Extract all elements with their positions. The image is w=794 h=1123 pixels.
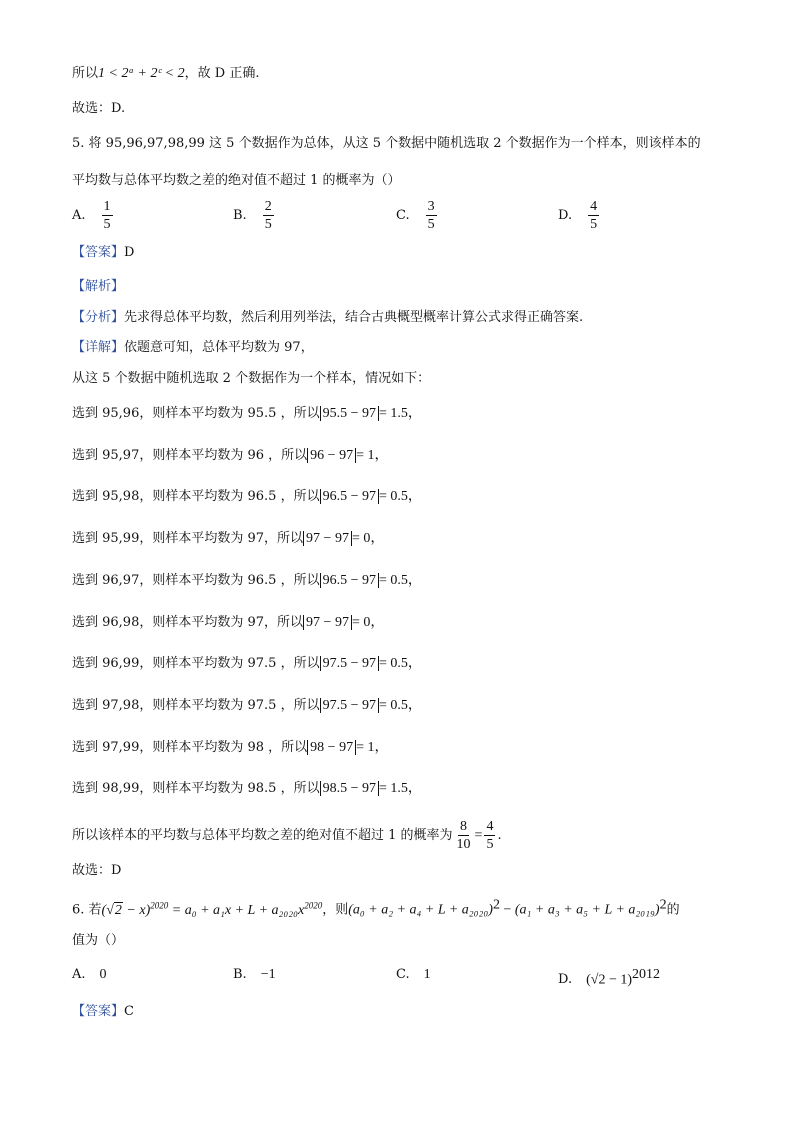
text-fragment: 所以 <box>72 66 99 81</box>
question-5-stem: 5. 将 95,96,97,98,99 这 5 个数据作为总体，从这 5 个数据中随机选取 2 个数据作为一个样本，则该样本的 <box>72 136 701 151</box>
answer-value: C <box>124 1004 134 1019</box>
option-label: C. <box>396 208 410 223</box>
case-pick: 选到 96,99 <box>72 656 140 671</box>
text-line <box>72 64 259 84</box>
abs-expression: 98.5 − 97 <box>320 781 379 796</box>
case-text: ，则样本平均数为 96.5 ，所以 <box>139 489 320 504</box>
numerator: 2 <box>264 199 272 214</box>
abs-expression: 97 − 97 <box>303 615 352 630</box>
case-text: ，则样本平均数为 97，所以 <box>139 531 304 546</box>
option-d <box>558 198 601 233</box>
case-result: = 1， <box>356 448 389 463</box>
case-result: = 0.5， <box>378 573 422 588</box>
text-fragment: . <box>497 828 502 843</box>
numerator: 4 <box>486 819 494 834</box>
denominator: 5 <box>264 217 272 232</box>
final-answer: 故选：D <box>72 863 122 878</box>
case-pick: 选到 96,98 <box>72 615 140 630</box>
xiangjie-line <box>72 338 314 358</box>
option-label: D. <box>558 972 573 988</box>
minus-sign: − <box>499 902 515 918</box>
math-expression: $(√2 - x)^{2020} = a_0 + a_1x + L + a_{2020}x^{2020}$ <box>101 900 323 918</box>
math-fragment: − x <box>122 902 146 918</box>
case-line <box>72 779 422 799</box>
question-number: 6. 若 <box>72 902 102 918</box>
abs-expression: 97 − 97 <box>303 531 352 546</box>
list-intro: 从这 5 个数据中随机选取 2 个数据作为一个样本，情况如下： <box>72 371 431 386</box>
option-label: D. <box>558 208 573 223</box>
option-label: B. <box>233 967 247 982</box>
case-line <box>72 529 384 549</box>
exponent: 2020 <box>150 900 169 910</box>
text-fragment: ，则 <box>322 902 349 918</box>
fraction <box>426 198 437 233</box>
case-text: ，则样本平均数为 97，所以 <box>139 615 304 630</box>
abs-expression: 96.5 − 97 <box>320 573 379 588</box>
abs-expression: 96 − 97 <box>307 448 356 463</box>
abs-expression: 98 − 97 <box>307 740 356 755</box>
abs-expression: 97.5 − 97 <box>320 656 379 671</box>
abs-expression: 96.5 − 97 <box>320 489 379 504</box>
abs-expression: 97.5 − 97 <box>320 698 379 713</box>
numerator: 4 <box>590 199 598 214</box>
option-value: 0 <box>99 967 107 982</box>
case-result: = 0， <box>351 615 385 630</box>
fraction <box>102 198 113 233</box>
option-label: C. <box>396 967 410 982</box>
case-pick: 选到 95,97 <box>72 448 140 463</box>
math-fragment: (a₀ + a₂ + a₄ + L + a₂₀₂₀) <box>348 902 493 918</box>
option-value: 1 <box>423 967 431 982</box>
case-line <box>72 446 388 466</box>
case-pick: 选到 98,99 <box>72 781 140 796</box>
case-text: ，则样本平均数为 97.5 ，所以 <box>139 698 320 713</box>
xiangjie-tag: 【详解】 <box>72 340 125 355</box>
option-c <box>396 198 439 233</box>
fraction <box>588 198 599 233</box>
denominator: 5 <box>590 217 598 232</box>
text-fragment: ，故 D 正确. <box>184 66 260 81</box>
case-line <box>72 404 422 424</box>
answer-value: D <box>124 245 135 260</box>
exponent: 2020 <box>304 900 323 910</box>
option-label: A. <box>72 967 86 982</box>
option-c <box>396 967 431 983</box>
answer-line <box>72 1002 134 1022</box>
option-b <box>233 967 276 983</box>
denominator: 10 <box>456 837 471 852</box>
option-label: A. <box>72 208 86 223</box>
case-line <box>72 654 422 674</box>
text-fragment: 所以该样本的平均数与总体平均数之差的绝对值不超过 1 的概率为 <box>72 828 453 843</box>
numerator: 8 <box>460 819 468 834</box>
analysis-heading <box>72 277 124 297</box>
answer-tag: 【答案】 <box>72 245 125 260</box>
question-6-stem-cont: 值为（） <box>72 933 125 948</box>
fraction <box>484 818 495 853</box>
abs-expression: 95.5 − 97 <box>320 406 379 421</box>
numerator: 1 <box>103 199 111 214</box>
case-text: ，则样本平均数为 98 ，所以 <box>139 740 308 755</box>
fenxi-tag: 【分析】 <box>72 310 125 325</box>
exponent: 2 <box>659 897 667 913</box>
case-result: = 1， <box>356 740 389 755</box>
case-line <box>72 571 422 591</box>
case-text: ，则样本平均数为 96.5 ，所以 <box>139 573 320 588</box>
denominator: 5 <box>427 217 435 232</box>
case-result: = 1.5， <box>378 781 422 796</box>
case-line <box>72 738 388 758</box>
option-label: B. <box>233 208 247 223</box>
fraction <box>455 818 473 853</box>
option-d <box>558 967 660 988</box>
case-pick: 选到 96,97 <box>72 573 140 588</box>
case-pick: 选到 97,99 <box>72 740 140 755</box>
option-a <box>72 967 107 983</box>
denominator: 5 <box>103 217 111 232</box>
answer-line <box>72 243 134 263</box>
denominator: 5 <box>486 837 494 852</box>
exponent: 2012 <box>632 967 660 982</box>
fraction <box>263 198 274 233</box>
case-pick: 选到 95,99 <box>72 531 140 546</box>
case-text: ，则样本平均数为 97.5 ，所以 <box>139 656 320 671</box>
text-line: 故选：D. <box>72 101 126 116</box>
case-pick: 选到 95,96 <box>72 406 140 421</box>
option-b <box>233 198 276 233</box>
question-5-stem-cont: 平均数与总体平均数之差的绝对值不超过 1 的概率为（） <box>72 173 401 188</box>
fenxi-line <box>72 308 583 328</box>
case-result: = 0.5， <box>378 698 422 713</box>
case-text: ，则样本平均数为 98.5 ，所以 <box>139 781 320 796</box>
case-pick: 选到 97,98 <box>72 698 140 713</box>
sqrt-radicand: 2 <box>114 902 122 918</box>
case-text: ，则样本平均数为 96 ，所以 <box>139 448 308 463</box>
analysis-tag: 【解析】 <box>72 279 125 294</box>
case-result: = 0.5， <box>378 489 422 504</box>
xiangjie-text: 依题意可知，总体平均数为 97， <box>124 340 314 355</box>
case-pick: 选到 95,98 <box>72 489 140 504</box>
option-value: (√2 − 1) <box>586 972 632 988</box>
case-result: = 0.5， <box>378 656 422 671</box>
option-a <box>72 198 115 233</box>
math-fragment: = a₀ + a₁x + L + a₂₀₂₀x <box>171 902 305 918</box>
case-line <box>72 487 422 507</box>
equals-sign: = <box>474 828 483 843</box>
answer-tag: 【答案】 <box>72 1004 125 1019</box>
math-fragment: (a₁ + a₃ + a₅ + L + a₂₀₁₉) <box>514 902 660 918</box>
numerator: 3 <box>427 199 435 214</box>
text-fragment: 的 <box>666 902 680 918</box>
case-line <box>72 613 384 633</box>
conclusion-line <box>72 818 502 853</box>
math-inequality: 1 < 2ᵃ + 2ᶜ < 2 <box>98 66 185 81</box>
case-line <box>72 696 422 716</box>
option-value: −1 <box>260 967 276 982</box>
case-result: = 1.5， <box>378 406 422 421</box>
question-6-stem <box>72 895 680 921</box>
fenxi-text: 先求得总体平均数，然后利用列举法，结合古典概型概率计算公式求得正确答案. <box>124 310 584 325</box>
case-result: = 0， <box>351 531 385 546</box>
case-text: ，则样本平均数为 95.5 ，所以 <box>139 406 320 421</box>
exponent: 2 <box>492 897 500 913</box>
